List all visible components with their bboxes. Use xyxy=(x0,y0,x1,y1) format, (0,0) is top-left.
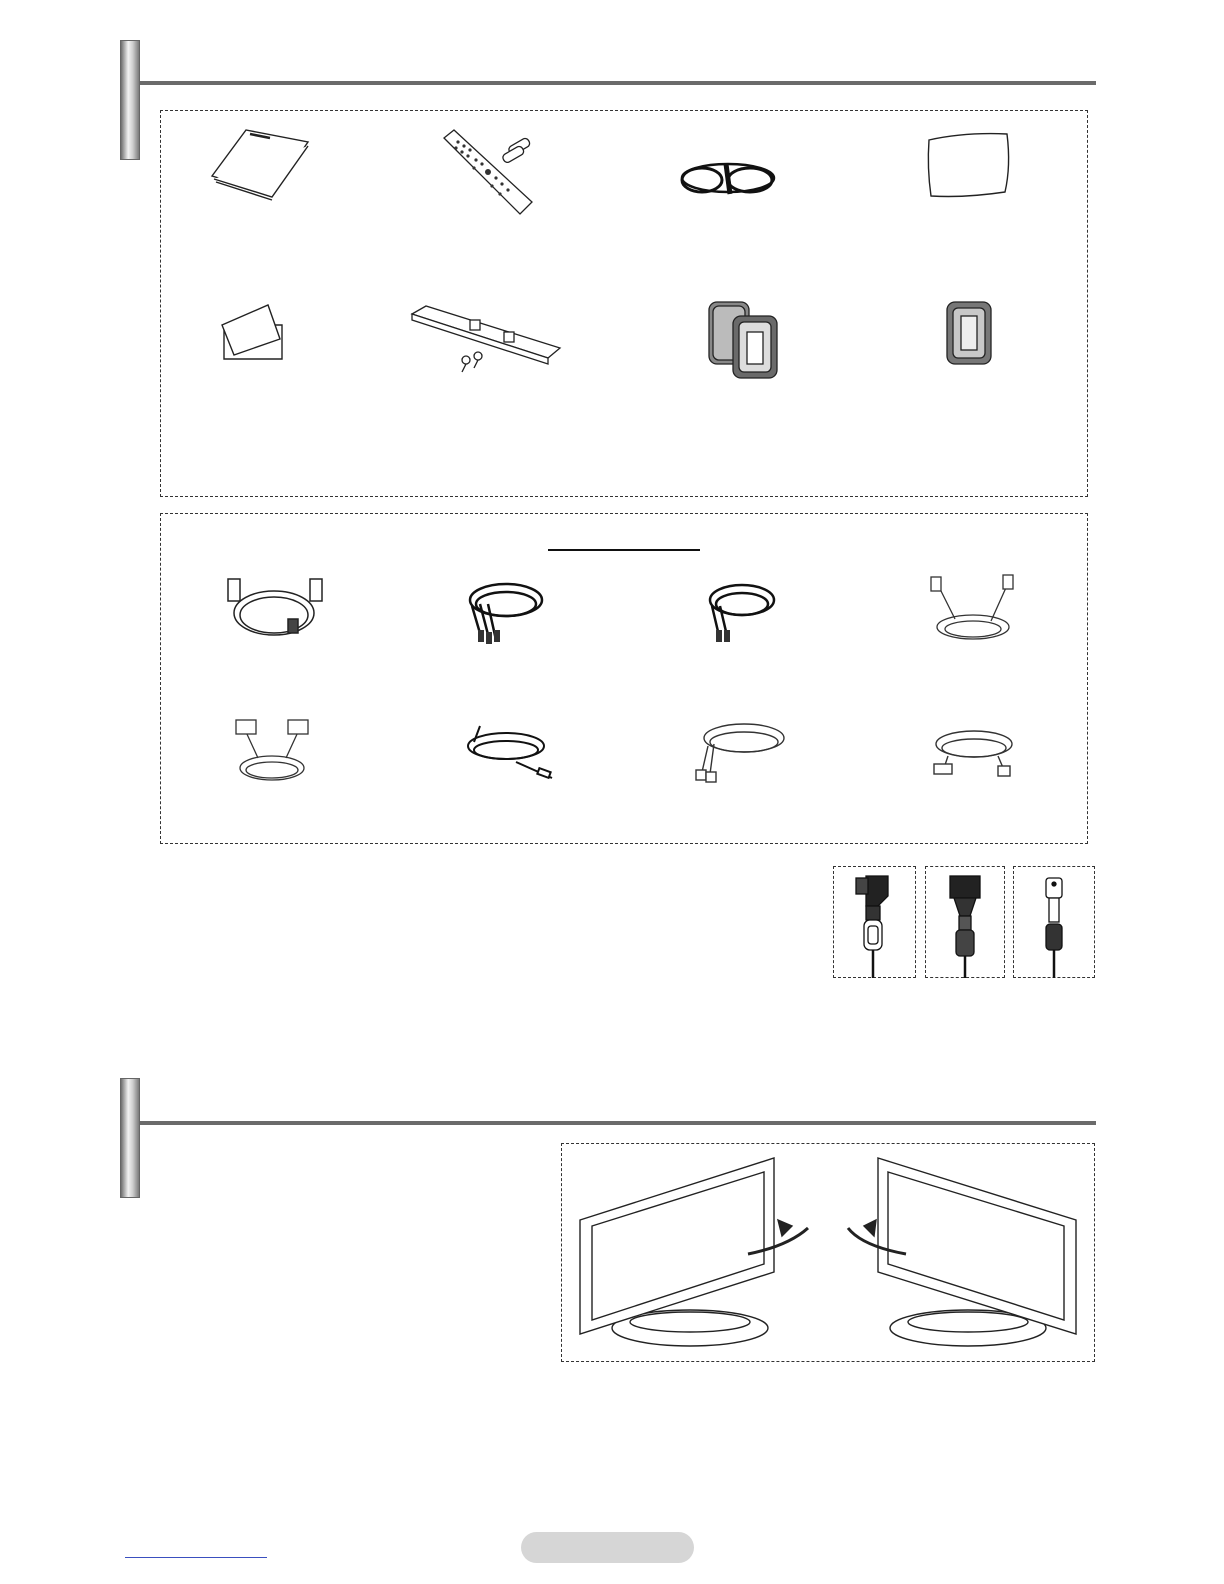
power-cord-icon xyxy=(678,158,778,200)
angled-plug-icon xyxy=(850,872,900,978)
tv-swivel-left-icon xyxy=(578,1156,818,1348)
scart-cable-icon xyxy=(232,718,312,784)
section-2-rule xyxy=(140,1121,1096,1125)
cleaning-cloth-icon xyxy=(925,130,1013,200)
remote-control-icon xyxy=(440,128,535,218)
warranty-card-icon xyxy=(220,303,290,361)
ferrite-core-pair-icon xyxy=(705,296,785,382)
component-cables-icon xyxy=(462,578,546,646)
audio-cables-icon xyxy=(700,578,778,644)
straight-plug-icon xyxy=(942,872,990,978)
section-2-marker xyxy=(120,1078,140,1198)
page-number-pill xyxy=(521,1532,694,1563)
section-1-rule xyxy=(140,81,1096,85)
section-1-marker xyxy=(120,40,140,160)
stand-cover-icon xyxy=(410,300,562,372)
tv-swivel-right-icon xyxy=(842,1156,1082,1348)
hdmi-dvi-cable-icon xyxy=(928,722,1018,780)
pc-audio-cable-icon xyxy=(460,722,556,782)
hdmi-cable-icon xyxy=(692,716,790,782)
footer-link[interactable] xyxy=(125,1557,267,1558)
sold-separately-heading-underline xyxy=(548,549,700,551)
sold-separately-box xyxy=(160,513,1088,844)
manual-icon xyxy=(210,128,310,198)
antenna-cable-icon xyxy=(218,575,330,645)
fig8-plug-icon xyxy=(1032,872,1078,978)
ferrite-core-icon xyxy=(945,298,993,366)
pc-cable-icon xyxy=(925,575,1020,647)
